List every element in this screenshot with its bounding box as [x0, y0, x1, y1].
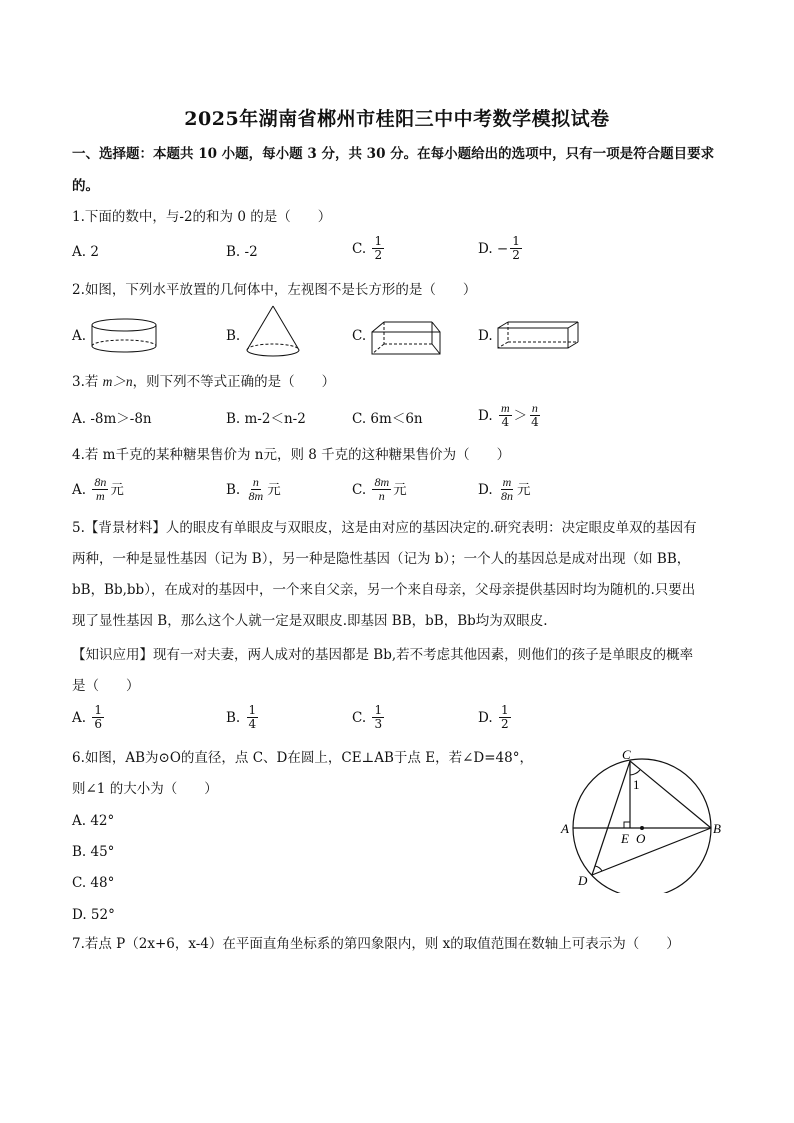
q7-stem: 7.若点 P（2x+6，x-4）在平面直角坐标系的第四象限内，则 x的取值范围在数轴上可表示为（ ）	[72, 936, 680, 952]
page-title: 2025年湖南省郴州市桂阳三中中考数学模拟试卷	[184, 108, 610, 130]
q2-option-b-label: B.	[226, 328, 241, 344]
q3-d-fraction-2: $\frac{n}{4}$	[531, 401, 539, 429]
q5-d-fraction: $\frac{1}{2}$	[500, 703, 509, 731]
q6-line2: 则∠1 的大小为（ ）	[72, 781, 218, 797]
cylinder-figure	[88, 316, 160, 356]
q4-option-b: B. $\frac{n}{8m}$ 元	[226, 475, 281, 503]
q4-d-fraction: $\frac{m}{8n}$	[500, 475, 513, 503]
q5-b-fraction: $\frac{1}{4}$	[248, 703, 257, 731]
rectangular-prism-figure	[496, 320, 582, 350]
q4-option-c: C. $\frac{8m}{n}$ 元	[352, 475, 407, 503]
q1-stem: 1.下面的数中，与-2的和为 0 的是（ ）	[72, 209, 332, 225]
q5-line1: 5.【背景材料】人的眼皮有单眼皮与双眼皮，这是由对应的基因决定的.研究表明：决定眼皮单双的基因有	[72, 520, 697, 536]
q5-option-a: A. $\frac{1}{6}$	[72, 703, 102, 731]
label-a: A	[561, 821, 569, 836]
q2-stem: 2.如图，下列水平放置的几何体中，左视图不是长方形的是（ ）	[72, 282, 477, 298]
q2-option-d-label: D.	[478, 328, 493, 344]
q1-option-b: B. -2	[226, 244, 258, 260]
q5-option-d: D. $\frac{1}{2}$	[478, 703, 509, 731]
q3-option-c: C. 6m＜6n	[352, 411, 423, 427]
triangular-prism-figure	[370, 320, 446, 358]
q4-option-a: A. $\frac{8n}{m}$ 元	[72, 475, 124, 503]
segment-db	[592, 828, 711, 875]
circle-geometry-figure	[558, 745, 730, 893]
segment-cb	[630, 761, 711, 828]
right-angle-mark	[624, 822, 630, 828]
q3-option-b: B. m-2＜n-2	[226, 411, 306, 427]
center-point-o	[640, 826, 644, 830]
label-d: D	[578, 873, 588, 888]
q5-line3: bB，Bb,bb），在成对的基因中，一个来自父亲，另一个来自母亲，父母亲提供基因时均为随机的.只要出	[72, 582, 696, 598]
q6-option-c: C. 48°	[72, 875, 115, 891]
q3-option-d: D. $\frac{m}{4}$ ＞ $\frac{n}{4}$	[478, 401, 539, 429]
q3-stem: 3.若 m＞n，则下列不等式正确的是（ ）	[72, 374, 336, 390]
label-b: B	[713, 821, 721, 836]
label-angle-1: 1	[633, 777, 640, 792]
label-e: E	[621, 831, 629, 846]
label-c: C	[622, 747, 631, 762]
q6-line1: 6.如图，AB为⊙O的直径，点 C、D在圆上，CE⊥AB于点 E，若∠D=48°，	[72, 750, 533, 766]
q5-line6: 是（ ）	[72, 678, 140, 694]
q3-d-fraction-1: $\frac{m}{4}$	[500, 401, 510, 429]
q4-stem: 4.若 m千克的某种糖果售价为 n元，则 8 千克的这种糖果售价为（ ）	[72, 447, 511, 463]
q6-option-b: B. 45°	[72, 844, 115, 860]
q4-a-fraction: $\frac{8n}{m}$	[94, 475, 107, 503]
q2-option-c-label: C.	[352, 328, 367, 344]
q5-a-fraction: $\frac{1}{6}$	[94, 703, 102, 731]
q5-c-fraction: $\frac{1}{3}$	[374, 703, 383, 731]
q6-option-d: D. 52°	[72, 907, 115, 923]
label-o: O	[636, 831, 646, 846]
q5-option-c: C. $\frac{1}{3}$	[352, 703, 383, 731]
q5-line2: 两种，一种是显性基因（记为 B），另一种是隐性基因（记为 b）；一个人的基因总是成对出现（如 BB，	[72, 551, 691, 567]
q4-option-d: D. $\frac{m}{8n}$ 元	[478, 475, 531, 503]
q1-option-c: C. $\frac{1}{2}$	[352, 234, 383, 262]
q5-line4: 现了显性基因 B，那么这个人就一定是双眼皮.即基因 BB，bB，Bb均为双眼皮.	[72, 613, 548, 629]
section-instruction-line1: 一、选择题：本题共 10 小题，每小题 3 分，共 30 分。在每小题给出的选项中，只有一项是符合题目要求	[72, 146, 715, 162]
q2-option-a-label: A.	[72, 328, 87, 344]
section-instruction-line2: 的。	[72, 178, 99, 194]
q1-c-fraction: $\frac{1}{2}$	[374, 234, 383, 262]
q5-line5: 【知识应用】现有一对夫妻，两人成对的基因都是 Bb,若不考虑其他因素，则他们的孩子是单眼皮的概率	[72, 647, 694, 663]
angle-1-arc	[630, 770, 640, 775]
q1-d-fraction: $\frac{1}{2}$	[512, 234, 520, 262]
q4-b-fraction: $\frac{n}{8m}$	[248, 475, 264, 503]
q3-option-a: A. -8m＞-8n	[72, 411, 152, 427]
q1-option-d: D. − $\frac{1}{2}$	[478, 234, 520, 262]
q1-option-a: A. 2	[72, 244, 99, 260]
q5-option-b: B. $\frac{1}{4}$	[226, 703, 257, 731]
q4-c-fraction: $\frac{8m}{n}$	[374, 475, 390, 503]
segment-cd	[592, 761, 630, 875]
angle-d-arc	[595, 866, 602, 871]
cone-figure	[244, 304, 302, 362]
q6-option-a: A. 42°	[72, 813, 115, 829]
